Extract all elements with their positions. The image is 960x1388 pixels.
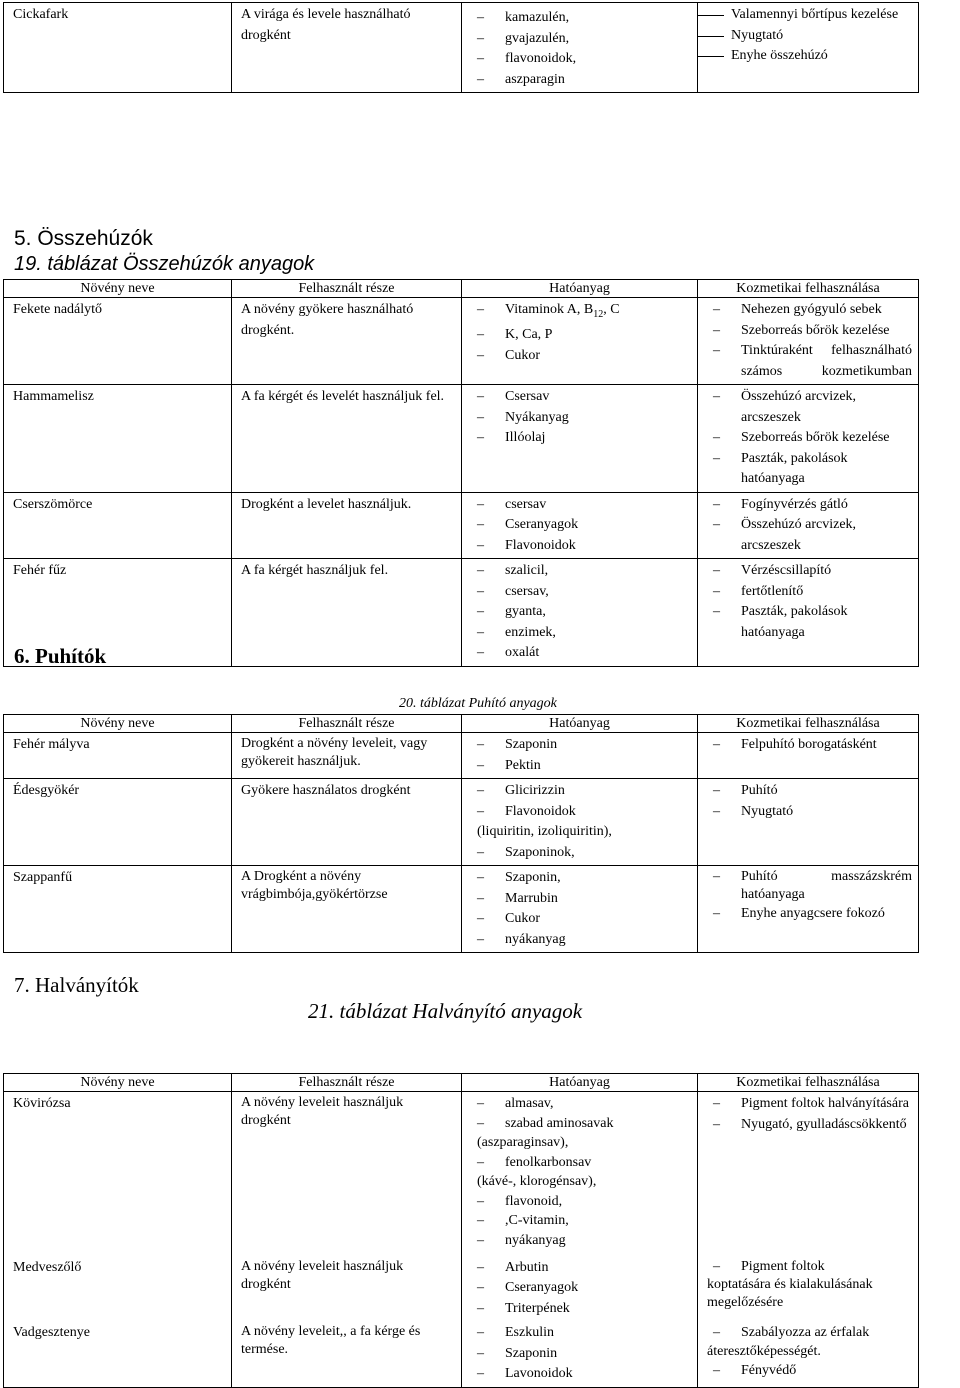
table-header-row bbox=[4, 280, 919, 298]
use-item: – Nyugtató bbox=[707, 802, 912, 823]
plant-part: Drogként a levelet használjuk. bbox=[232, 492, 462, 559]
active-item: – csersav bbox=[471, 495, 691, 516]
active-item: (kávé-, klorogénsav), bbox=[477, 1174, 597, 1189]
header-part: Felhasznált része bbox=[232, 280, 462, 298]
use-item: áteresztőképességét. bbox=[707, 1344, 821, 1359]
plant-part: Drogként a növény leveleit, vagy gyökereit használjuk. bbox=[232, 733, 462, 779]
plant-name: Fekete nadálytő bbox=[4, 298, 232, 385]
plant-name: Hammamelisz bbox=[4, 385, 232, 493]
use-item: – Paszták, pakolások hatóanyaga bbox=[707, 449, 912, 490]
use-item: – Pigment foltok bbox=[707, 1258, 912, 1276]
active-item: – csersav, bbox=[471, 582, 691, 603]
active-item: – K, Ca, P bbox=[471, 325, 691, 346]
table-caption: 20. táblázat Puhító anyagok bbox=[399, 696, 557, 711]
section-heading: 7. Halványítók bbox=[14, 973, 139, 997]
plant-part: A fa kérgét és levelét használjuk fel. bbox=[232, 385, 462, 493]
active-item: – Cukor bbox=[471, 346, 691, 367]
active-item: – Triterpének bbox=[471, 1299, 691, 1320]
table-row bbox=[4, 1092, 919, 1256]
header-plant: Növény neve bbox=[4, 1074, 232, 1092]
use-item: Enyhe összehúzó bbox=[698, 46, 912, 67]
table-row bbox=[4, 1256, 919, 1322]
active-item: – nyákanyag bbox=[471, 930, 691, 951]
table-caption: 21. táblázat Halványító anyagok bbox=[308, 999, 583, 1023]
header-active: Hatóanyag bbox=[462, 1074, 698, 1092]
header-plant: Növény neve bbox=[4, 280, 232, 298]
active-item: – Szaponinok, bbox=[471, 843, 691, 864]
use-item: koptatására és kialakulásának bbox=[707, 1276, 873, 1292]
use-item: – fertőtlenítő bbox=[707, 582, 912, 603]
plant-name: Medveszőlő bbox=[4, 1256, 232, 1322]
table-row bbox=[4, 492, 919, 559]
plant-name: Kövirózsa bbox=[4, 1092, 232, 1256]
active-item: – fenolkarbonsav bbox=[471, 1153, 691, 1173]
plant-part: A növény leveleit használjuk drogként bbox=[232, 1256, 462, 1322]
plant-name: Cserszömörce bbox=[4, 492, 232, 559]
use-item: – Enyhe anyagcsere fokozó bbox=[707, 904, 912, 925]
use-item: – Pigment foltok halványítására bbox=[707, 1094, 912, 1115]
table-21 bbox=[3, 1073, 918, 1388]
section-heading: 5. Összehúzók bbox=[14, 227, 153, 250]
active-item: (liquiritin, izoliquiritin), bbox=[477, 824, 612, 839]
use-item: – Összehúzó arcvizek, arcszeszek bbox=[707, 387, 912, 428]
active-item: – Marrubin bbox=[471, 889, 691, 910]
active-item: – Pektin bbox=[471, 756, 691, 777]
active-item: – Cseranyagok bbox=[471, 1278, 691, 1299]
use-item: – Szeborreás bőrök kezelése bbox=[707, 321, 912, 342]
active-item: – Lavonoidok bbox=[471, 1364, 691, 1385]
header-use: Kozmetikai felhasználása bbox=[698, 715, 919, 733]
table-row bbox=[4, 298, 919, 385]
active-item: – Szaponin bbox=[471, 735, 691, 756]
use-item: – Felpuhító borogatásként bbox=[707, 735, 912, 756]
use-item: – Nyugató, gyulladáscsökkentő bbox=[707, 1115, 912, 1136]
active-item: (aszparaginsav), bbox=[477, 1135, 569, 1150]
plant-part: A virága és levele használható drogként bbox=[232, 3, 462, 93]
active-item: – Csersav bbox=[471, 387, 691, 408]
use-item: – Tinktúraként felhasználható számos kozmetikumban bbox=[707, 341, 912, 382]
plant-name: Cickafark bbox=[4, 3, 232, 93]
use-item: Nyugtató bbox=[698, 26, 912, 47]
table-row bbox=[4, 385, 919, 493]
table-20 bbox=[3, 714, 918, 953]
table-caption: 19. táblázat Összehúzók anyagok bbox=[14, 253, 315, 275]
table-row bbox=[4, 559, 919, 667]
use-item: – Szabályozza az érfalak bbox=[707, 1323, 912, 1342]
active-item: – Cseranyagok bbox=[471, 515, 691, 536]
header-active: Hatóanyag bbox=[462, 715, 698, 733]
use-item: – Nehezen gyógyuló sebek bbox=[707, 300, 912, 321]
table-partial-top bbox=[3, 2, 918, 93]
plant-name: Édesgyökér bbox=[4, 779, 232, 866]
plant-name: Vadgesztenye bbox=[4, 1321, 232, 1387]
header-use: Kozmetikai felhasználása bbox=[698, 1074, 919, 1092]
active-item: – szabad aminosavak bbox=[471, 1114, 691, 1134]
table-row bbox=[4, 779, 919, 866]
active-item: – nyákanyag bbox=[471, 1231, 691, 1251]
active-item: – gvajazulén, bbox=[471, 29, 691, 50]
plant-part: A növény leveleit használjuk drogként bbox=[232, 1092, 462, 1256]
use-item: – Vérzéscsillapító bbox=[707, 561, 912, 582]
table-row bbox=[4, 3, 919, 93]
header-part: Felhasznált része bbox=[232, 1074, 462, 1092]
use-item: megelőzésére bbox=[707, 1294, 784, 1310]
active-item: – kamazulén, bbox=[471, 8, 691, 29]
active-item: – Szaponin bbox=[471, 1344, 691, 1365]
plant-part: A növény gyökere használható drogként. bbox=[232, 298, 462, 385]
use-item: – Puhító masszázskrém hatóanyaga bbox=[707, 868, 912, 904]
use-item: – Fogínyvérzés gátló bbox=[707, 495, 912, 516]
active-item: – Nyákanyag bbox=[471, 408, 691, 429]
use-item: – Fényvédő bbox=[707, 1361, 912, 1380]
section-heading: 6. Puhítók bbox=[14, 644, 107, 668]
use-item: – Puhító bbox=[707, 781, 912, 802]
header-plant: Növény neve bbox=[4, 715, 232, 733]
use-item: – Szeborreás bőrök kezelése bbox=[707, 428, 912, 449]
plant-part: A növény leveleit,, a fa kérge és termése. bbox=[232, 1321, 462, 1387]
plant-part: Gyökere használatos drogként bbox=[232, 779, 462, 866]
plant-name: Fehér fűz bbox=[4, 559, 232, 667]
table-row bbox=[4, 733, 919, 779]
header-part: Felhasznált része bbox=[232, 715, 462, 733]
use-item: Valamennyi bőrtípus kezelése bbox=[698, 5, 912, 26]
active-item: – almasav, bbox=[471, 1094, 691, 1114]
table-header-row bbox=[4, 1074, 919, 1092]
active-item: – Flavonoidok bbox=[471, 536, 691, 557]
active-item: – Vitaminok A, $B_{12}$, C bbox=[471, 300, 691, 325]
plant-part: A fa kérgét használjuk fel. bbox=[232, 559, 462, 667]
plant-name: Szappanfű bbox=[4, 866, 232, 953]
active-item: – aszparagin bbox=[471, 70, 691, 91]
active-item: – szalicil, bbox=[471, 561, 691, 582]
use-item: – Összehúzó arcvizek, arcszeszek bbox=[707, 515, 912, 556]
active-item: – flavonoidok, bbox=[471, 49, 691, 70]
table-row bbox=[4, 866, 919, 953]
table-row bbox=[4, 1321, 919, 1387]
plant-part: A Drogként a növény vrágbimbója,gyökértörzse bbox=[232, 866, 462, 953]
active-item: – Illóolaj bbox=[471, 428, 691, 449]
table-19 bbox=[3, 279, 918, 667]
plant-name: Fehér mályva bbox=[4, 733, 232, 779]
header-use: Kozmetikai felhasználása bbox=[698, 280, 919, 298]
active-item: – gyanta, bbox=[471, 602, 691, 623]
header-active: Hatóanyag bbox=[462, 280, 698, 298]
use-item: – Paszták, pakolások hatóanyaga bbox=[707, 602, 912, 643]
active-item: – Glicirizzin bbox=[471, 781, 691, 802]
active-item: – oxalát bbox=[471, 643, 691, 664]
active-item: – ,C-vitamin, bbox=[471, 1211, 691, 1231]
active-item: – Szaponin, bbox=[471, 868, 691, 889]
active-item: – Arbutin bbox=[471, 1258, 691, 1279]
table-header-row bbox=[4, 715, 919, 733]
active-item: – Cukor bbox=[471, 909, 691, 930]
active-item: – flavonoid, bbox=[471, 1192, 691, 1212]
active-item: – enzimek, bbox=[471, 623, 691, 644]
active-item: – Eszkulin bbox=[471, 1323, 691, 1344]
active-item: – Flavonoidok bbox=[471, 802, 691, 823]
